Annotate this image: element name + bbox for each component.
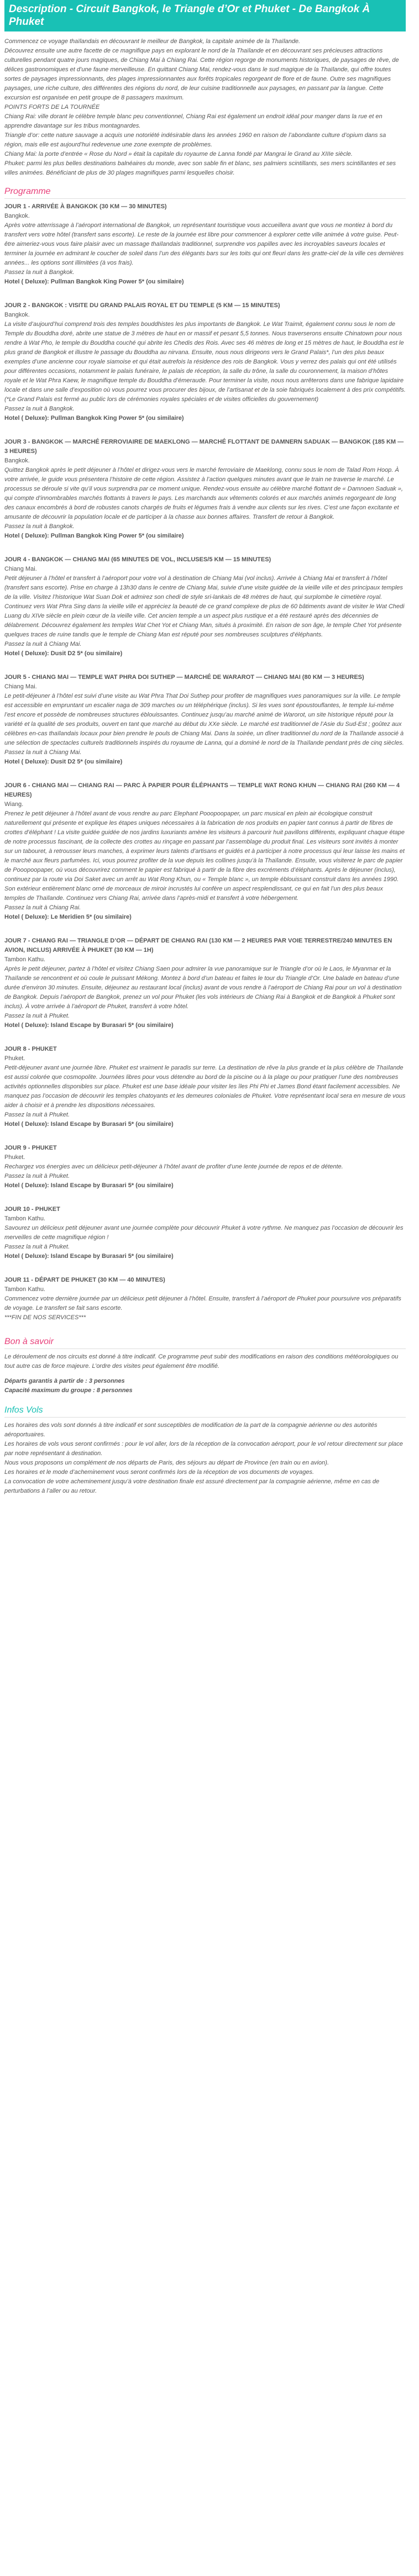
flight-info-item: La convocation de votre acheminement jusqu’à votre destination finale est assuré directement par la compagnie aérienne, même en cas de perturbations à l’aller ou au retour. — [4, 1478, 380, 1494]
day-block — [4, 936, 406, 1030]
day-block — [4, 1276, 406, 1323]
flight-info-section — [4, 1405, 406, 1496]
intro-section — [4, 37, 406, 178]
day-overnight: Passez la nuit à Chiang Rai. — [4, 904, 81, 911]
day-overnight: Passez la nuit à Phuket. — [4, 1173, 70, 1179]
day-title: JOUR 1 - ARRIVÉE À BANGKOK (30 KM — 30 MINUTES) — [4, 203, 167, 210]
day-description: Petit déjeuner à l’hôtel et transfert à l’aéroport pour votre vol à destination de Chiang Mai (vol inclus). Arrivée à Chiang Mai et transfert à l’hôtel (transfert sans escorte). Prise en charge à 13h30 dans le centre de Chiang Mai, suivie d’une visite guidée de la vieille ville et des principaux temples de la ville. Visitez l’historique Wat Suan Dok et admirez son chedi de style sri-lankais de 48 mètres de haut, qui surplombe le cimetière royal. Continuez vers Wat Phra Sing dans la vieille ville et appréciez la beauté de ce grand complexe de plus de 60 bâtiments avant de visiter le Wat Chedi Luang du XIVe siècle en plein cœur de la vieille ville. Cet ancien temple a un aspect plus rustique et a été restauré après des décennies de délabrement. Découvrez également les temples Wat Chet Yot et Chiang Man, situés à proximité. En raison de son âge, le temple Chet Yot présente quelques traces de ruine tandis que le temple de Chiang Man est réputé pour ses nombreuses sculptures d’éléphants. — [4, 575, 405, 638]
day-hotel: Hotel ( Deluxe): Pullman Bangkok King Power 5* (ou similaire) — [4, 278, 184, 285]
day-description: Savourez un délicieux petit déjeuner avant une journée complète pour découvrir Phuket à votre rythme. Ne manquez pas l’occasion de découvrir les merveilles de cette magnifique région ! — [4, 1225, 404, 1241]
intro-paragraph: Commencez ce voyage thaïlandais en découvrant le meilleur de Bangkok, la capitale animée de la Thaïlande. — [4, 38, 301, 45]
intro-paragraph: Découvrez ensuite une autre facette de ce magnifique pays en explorant le nord de la Thaïlande et en découvrant ses précieuses attractions culturelles pendant quatre jours magiques, de Chiang Mai à Chiang Rai. Cette région regorge de monuments historiques, de paysages de rêve, de délices gastronomiques et d’une faune merveilleuse. En quittant Chiang Mai, rendez-vous dans le sud magique de la Thaïlande, qui offre toutes sortes de paysages impressionnants, des plages impressionnantes aux forêts tropicales regorgeant de flore et de faune. Outre ses magnifiques paysages, une riche culture, des différentes des régions du nord, de leur cuisine traditionnelle aux paysages, en passant par la langue. Cette excursion est organisée en petit groupe de 8 passagers maximum. — [4, 48, 399, 101]
day-block — [4, 555, 406, 659]
good-to-know-section — [4, 1337, 406, 1395]
day-location: Tambon Kathu. — [4, 1215, 45, 1222]
flight-info-item: Les horaires de vols vous seront confirmés : pour le vol aller, lors de la réception de la convocation aéroport, pour le vol retour directement sur place par notre représentant à destination. — [4, 1441, 403, 1457]
day-hotel: Hotel ( Deluxe): Island Escape by Burasari 5* (ou similaire) — [4, 1253, 174, 1260]
day-list — [4, 202, 406, 1323]
intro-highlight: Triangle d’or: cette nature sauvage a acquis une notoriété indésirable dans les années 1960 en raison de l’abondante culture d’opium dans sa région, mais elle est aujourd’hui redevenue une zone exempte de problèmes. — [4, 132, 386, 148]
day-title: JOUR 7 - CHIANG RAI — TRIANGLE D’OR — DÉPART DE CHIANG RAI (130 KM — 2 HEURES PAR VOIE TERRESTRE/240 MINUTES EN AVION, INCLUS) ARRIVÉE À PHUKET (30 KM — 1H) — [4, 937, 392, 954]
day-overnight: Passez la nuit à Chiang Mai. — [4, 749, 82, 756]
day-location: Tambon Kathu. — [4, 956, 45, 963]
day-overnight: Passez la nuit à Bangkok. — [4, 269, 75, 276]
day-overnight: Passez la nuit à Bangkok. — [4, 523, 75, 530]
day-description: Après le petit déjeuner, partez à l’hôtel et visitez Chiang Saen pour admirer la vue panoramique sur le Triangle d’or où le Laos, le Myanmar et la Thaïlande se rencontrent et où coule le puissant Mékong. Montez à bord d’un bateau et faites le tour du Triangle d’Or. Une balade en bateau d’une durée d’environ 30 minutes. Ensuite, déjeunez au restaurant local (inclus) avant de vous rendre à l’aéroport de Chiang Rai pour un vol à destination de Bangkok. Depuis l’aéroport de Bangkok, prenez un vol pour Phuket (les vols intérieurs de Chiang Rai à Bangkok et de Bangkok à Phuket sont inclus). À votre arrivée à l’aéroport de Phuket, transfert à votre hôtel. — [4, 966, 402, 1010]
day-location: Tambon Kathu. — [4, 1286, 45, 1293]
day-description: Prenez le petit déjeuner à l’hôtel avant de vous rendre au parc Elephant Pooopoopaper, un parc musical en plein air écologique construit naturellement qui présente et explique les étapes uniques nécessaires à la fabrication de nos produits en papier tant connus à partir de fibres de crottes d’éléphant ! La visite guidée guidée de nos jardins luxuriants amène les visiteurs à parcourir huit pavillons différents, expliquant chaque étape de notre processus fascinant, de la collecte des crottes au rinçage en passant par l’assemblage du produit final. Les visiteurs sont invités à monter sur un tabouret, à retrousser leurs manches, à exprimer leurs talents d’artisans et guidés et à participer à notre processus qui leur laisse les mains et le marché aux fleurs parfumées. Ici, vous pourrez profiter de la vue depuis les collines jusqu’à la Thaïlande. Ensuite, vous visiterez le parc de papier de Pooopoopaper, où vous découvrirez comment le papier est fabriqué à partir de la fibre des excréments d’éléphants. Après le déjeuner (inclus), continuez par la route via Doi Saket avec un arrêt au Wat Rong Khun, ou « Temple blanc », un temple éblouissant construit dans les années 1990. Son extérieur entièrement blanc orné de morceaux de miroir incrustés lui confère un aspect resplendissant, ce qui en fait l’un des plus beaux temples de Thaïlande. Continuez vers Chiang Rai, arrivée dans l’après-midi et transfert à votre hébergement. — [4, 810, 405, 902]
day-block — [4, 301, 406, 423]
day-location: Chiang Mai. — [4, 566, 37, 572]
intro-highlight: Chiang Rai: ville dorant le célèbre temple blanc peu conventionnel, Chiang Rai est également un endroit idéal pour manger dans la rue et en apprendre davantage sur les tribus montagnardes. — [4, 113, 383, 129]
day-title: JOUR 5 - CHIANG MAI — TEMPLE WAT PHRA DOI SUTHEP — MARCHÉ DE WARAROT — CHIANG MAI (80 KM — 3 HEURES) — [4, 674, 364, 681]
day-hotel: Hotel ( Deluxe): Island Escape by Burasari 5* (ou similaire) — [4, 1182, 174, 1189]
day-hotel: Hotel ( Deluxe): Dusit D2 5* (ou similaire) — [4, 650, 123, 657]
day-description: Petit-déjeuner avant une journée libre. Phuket est vraiment le paradis sur terre. La destination de rêve la plus grande et la plus célèbre de Thaïlande est aussi colorée que cosmopolite. Journées libres pour vous détendre au bord de la piscine ou à la plage ou pour pratiquer l’une des nombreuses activités optionnelles disponibles sur place. Phuket est une base idéale pour visiter les îles Phi Phi et James Bond étant facilement accessibles. Ne manquez pas l’occasion de découvrir les temples chatoyants et les demeures coloniales de Phuket. Votre représentant local sera en mesure de vous aider à choisir et à prendre les dispositions nécessaires. — [4, 1065, 406, 1109]
day-title: JOUR 6 - CHIANG MAI — CHIANG RAI — PARC À PAPIER POUR ÉLÉPHANTS — TEMPLE WAT RONG KHUN — CHIANG RAI (260 KM — 4 HEURES) — [4, 782, 400, 798]
good-to-know-heading: Bon à savoir — [4, 1337, 406, 1349]
day-hotel: Hotel ( Deluxe): Island Escape by Burasari 5* (ou similaire) — [4, 1121, 174, 1128]
day-block — [4, 1205, 406, 1261]
day-hotel: Hotel ( Deluxe): Pullman Bangkok King Power 5* (ou similaire) — [4, 415, 184, 422]
day-location: Bangkok. — [4, 312, 30, 318]
day-title: JOUR 9 - PHUKET — [4, 1145, 57, 1151]
day-overnight: Passez la nuit à Phuket. — [4, 1111, 70, 1118]
intro-highlight: Phuket: parmi les plus belles destinations balnéaires du monde, avec son sable fin et blanc, ses palmiers scintillants, ses mers scintillantes et ses villes animées. Bénéficiant de plus de 30 plages magnifiques parmi lesquelles choisir. — [4, 160, 396, 176]
day-overnight: Passez la nuit à Phuket. — [4, 1013, 70, 1019]
day-title: JOUR 11 - DÉPART DE PHUKET (30 KM — 40 MINUTES) — [4, 1277, 165, 1283]
day-block — [4, 438, 406, 541]
day-location: Phuket. — [4, 1055, 25, 1062]
day-location: Chiang Mai. — [4, 683, 37, 690]
program-heading: Programme — [4, 187, 406, 199]
flight-info-item: Les horaires des vols sont donnés à titre indicatif et sont susceptibles de modification de la part de la compagnie aérienne ou des autorités aéroportuaires. — [4, 1422, 378, 1438]
flight-info-item: Nous vous proposons un complément de nos départs de Paris, des séjours au départ de Province (en train ou en avion). — [4, 1460, 329, 1466]
day-location: Phuket. — [4, 1154, 25, 1161]
day-title: JOUR 10 - PHUKET — [4, 1206, 60, 1213]
day-hotel: Hotel ( Deluxe): Pullman Bangkok King Power 5* (ou similaire) — [4, 533, 184, 539]
day-overnight: Passez la nuit à Phuket. — [4, 1244, 70, 1250]
intro-highlights-heading: POINTS FORTS DE LA TOURNÉE — [4, 104, 100, 110]
day-overnight: ***FIN DE NOS SERVICES*** — [4, 1314, 86, 1321]
day-title: JOUR 4 - BANGKOK — CHIANG MAI (65 MINUTES DE VOL, INCLUSES/5 KM — 15 MINUTES) — [4, 556, 271, 563]
good-to-know-text: Le déroulement de nos circuits est donné à titre indicatif. Ce programme peut subir des modifications en raison des conditions météorologiques ou tout autre cas de force majeure. L’ordre des visites peut également être modifié. — [4, 1353, 399, 1369]
day-title: JOUR 3 - BANGKOK — MARCHÉ FERROVIAIRE DE MAEKLONG — MARCHÉ FLOTTANT DE DAMNERN SADUAK — BANGKOK (185 KM — 3 HEURES) — [4, 439, 404, 455]
day-title: JOUR 8 - PHUKET — [4, 1046, 57, 1052]
guaranteed-departures: Départs garantis à partir de : 3 personnes — [4, 1378, 125, 1384]
day-hotel: Hotel ( Deluxe): Le Meridien 5* (ou similaire) — [4, 914, 132, 920]
day-block — [4, 202, 406, 287]
day-description: La visite d’aujourd’hui comprend trois des temples bouddhistes les plus importants de Bangkok. Le Wat Traimit, également connu sous le nom de Temple du Bouddha doré, abrite une statue de 3 mètres de haut en or massif et pesant 5,5 tonnes. Nous traverserons ensuite Chinatown pour nous rendre à Wat Pho, le temple du Bouddha couché qui abrite les Chedis des Rois. Avec ses 46 mètres de long et 15 mètres de haut, le Bouddha est le plus grand de Bangkok et illustre le passage du Bouddha au nirvana. Ensuite, nous nous dirigeons vers le Grand Palais*, l’un des plus beaux exemples d’une ancienne cour royale siamoise et qui était autrefois la résidence des rois de Bangkok. Vous y verrez des palais qui ont été utilisés pour différentes occasions, notamment le palais funéraire, le palais de réception, la salle du trône, la salle du couronnement, la maison d’hôtes royale et le Wat Phra Kaew, le magnifique temple du Bouddha d’émeraude. Pour terminer la visite, nous nous arrêterons dans une fabrique lapidaire locale et dans une salle d’exposition où vous pourrez vous procurer des bijoux, de l’artisanat et de la soie fabriqués localement à des prix compétitifs. (*Le Grand Palais est fermé au public lors de cérémonies royales spéciales et de visites officielles du gouvernement) — [4, 321, 406, 403]
day-description: Le petit-déjeuner à l’hôtel est suivi d’une visite au Wat Phra That Doi Suthep pour profiter de magnifiques vues panoramiques sur la ville. Le temple est accessible en empruntant un escalier naga de 309 marches ou un téléphérique (inclus). Si les vues sont époustouflantes, le temple lui-même l’est encore et possède de nombreuses structures éblouissantes. Continuez jusqu’au marché animé de Warorot, un site historique réputé pour la variété et la qualité de ses produits, ouvert en tant que marché au début du XXe siècle. Le marché est traditionnel de l’Asie du Sud-Est ; goûtez aux célèbres en-cas thaïlandais locaux pour bien prendre le pouls de Chiang Mai. Dans la soirée, un dîner traditionnel du nord de la Thaïlande associé à une sélection de spectacles culturels traditionnels inspirés du royaume de Lanna, qui a dominé le nord de la Thaïlande pendant près de cinq siècles. — [4, 693, 404, 746]
page-title: Description - Circuit Bangkok, le Triangle d’Or et Phuket - De Bangkok À Phuket — [4, 0, 406, 31]
day-hotel: Hotel ( Deluxe): Dusit D2 5* (ou similaire) — [4, 758, 123, 765]
group-capacity: Capacité maximum du groupe : 8 personnes — [4, 1387, 133, 1394]
flight-info-item: Les horaires et le mode d’acheminement vous seront confirmés lors de la réception de vos documents de voyages. — [4, 1469, 315, 1476]
day-block — [4, 1144, 406, 1190]
day-hotel: Hotel ( Deluxe): Island Escape by Burasari 5* (ou similaire) — [4, 1022, 174, 1029]
day-location: Bangkok. — [4, 213, 30, 219]
day-description: Après votre atterrissage à l’aéroport international de Bangkok, un représentant touristique vous accueillera avant que vous ne montiez à bord du transfert vers votre hôtel (transfert sans escorte). Le reste de la journée est libre pour commencer à explorer cette ville animée à votre guise. Peut-être aimeriez-vous vous faire plaisir avec un massage thaïlandais traditionnel, surprendre vos papilles avec les incroyables saveurs locales et terminer la journée en admirant le coucher de soleil dans l’un des élégants bars sur les toits qui ont fleuri dans les gratte-ciel de la ville ces dernières années... les options sont illimitées (à vos frais). — [4, 222, 404, 266]
day-location: Bangkok. — [4, 457, 30, 464]
day-overnight: Passez la nuit à Bangkok. — [4, 405, 75, 412]
day-overnight: Passez la nuit à Chiang Mai. — [4, 641, 82, 647]
day-block — [4, 781, 406, 922]
day-block — [4, 673, 406, 767]
day-location: Wiang. — [4, 801, 24, 808]
intro-highlight: Chiang Mai: la porte d’entrée « Rose du Nord » était la capitale du royaume de Lanna fondé par Mangrai le Grand au XIIIe siècle. — [4, 151, 353, 157]
day-description: Quittez Bangkok après le petit déjeuner à l’hôtel et dirigez-vous vers le marché ferroviaire de Maeklong, connu sous le nom de Talad Rom Hoop. À votre arrivée, le guide vous présentera l’histoire de cette région. Assistez à l’action quelques minutes avant que le train ne traverse le marché. Le processus se déroule si vite qu’il vous surprendra par ce moment unique. Rendez-vous ensuite au célèbre marché flottant de « Damnoen Saduak », qui compte d’innombrables marchés flottants à travers le pays. Les marchands aux vêtements colorés et aux marchés animés regorgeant de long des canaux encombrés à bord de robustes canots chargés de fruits et légumes frais à vendre aux clients sur les rives. C’est une façon excitante et amusante de découvrir la population locale et de participer à la chasse aux bonnes affaires. Transfert de retour à Bangkok. — [4, 467, 403, 520]
day-description: Commencez votre dernière journée par un délicieux petit déjeuner à l’hôtel. Ensuite, transfert à l’aéroport de Phuket pour poursuivre vos préparatifs de voyage. Le transfert se fait sans escorte. — [4, 1295, 401, 1311]
day-block — [4, 1045, 406, 1129]
flight-info-heading: Infos Vols — [4, 1405, 406, 1418]
day-title: JOUR 2 - BANGKOK : VISITE DU GRAND PALAIS ROYAL ET DU TEMPLE (5 KM — 15 MINUTES) — [4, 302, 280, 309]
day-description: Rechargez vos énergies avec un délicieux petit-déjeuner à l’hôtel avant de profiter d’une lente journée de repos et de détente. — [4, 1163, 343, 1170]
